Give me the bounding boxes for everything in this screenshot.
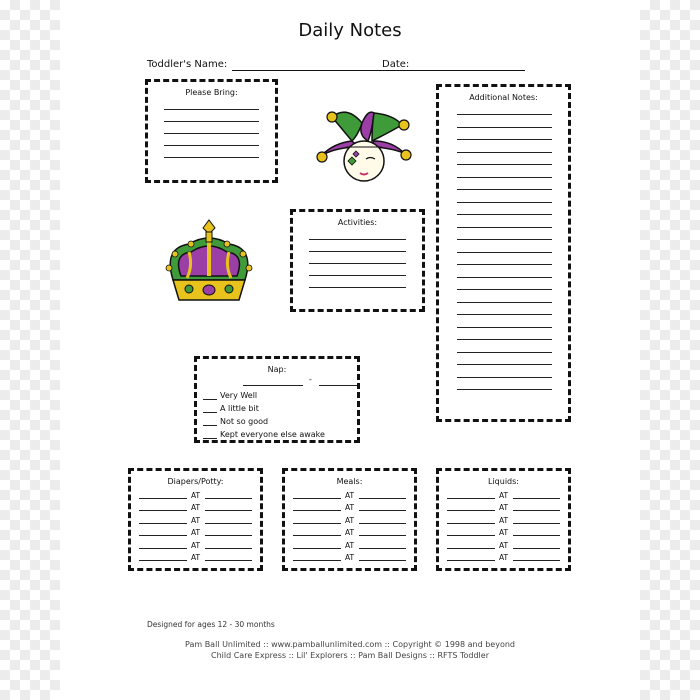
liquids-item-field[interactable] bbox=[447, 498, 495, 499]
nap-option-blank[interactable] bbox=[203, 391, 217, 400]
please-bring-line[interactable] bbox=[164, 157, 259, 158]
activities-line[interactable] bbox=[309, 287, 406, 288]
at-label: AT bbox=[191, 553, 201, 562]
meals-item-field[interactable] bbox=[293, 548, 341, 549]
meals-time-field[interactable] bbox=[359, 560, 406, 561]
nap-option-label: Very Well bbox=[220, 391, 258, 400]
meals-item-field[interactable] bbox=[293, 560, 341, 561]
additional-notes-line[interactable] bbox=[457, 389, 552, 390]
diapers-time-field[interactable] bbox=[205, 535, 252, 536]
meals-time-field[interactable] bbox=[359, 548, 406, 549]
additional-notes-line[interactable] bbox=[457, 277, 552, 278]
at-label: AT bbox=[345, 528, 355, 538]
please-bring-line[interactable] bbox=[164, 133, 259, 134]
additional-notes-line[interactable] bbox=[457, 364, 552, 365]
meals-title: Meals: bbox=[336, 477, 363, 486]
please-bring-box bbox=[145, 79, 278, 183]
nap-option-label: A little bit bbox=[220, 404, 259, 413]
meals-entry-row[interactable] bbox=[293, 514, 406, 525]
additional-notes-line[interactable] bbox=[457, 202, 552, 203]
diapers-potty-box bbox=[128, 468, 263, 571]
at-label: AT bbox=[191, 540, 201, 550]
toddler-name-label: Toddler's Name: bbox=[147, 59, 228, 70]
at-label: AT bbox=[345, 553, 355, 562]
age-note: Designed for ages 12 - 30 months bbox=[147, 620, 275, 629]
liquids-item-field[interactable] bbox=[447, 510, 495, 511]
activities-title: Activities: bbox=[337, 218, 378, 227]
jester-mask-icon bbox=[312, 95, 414, 185]
additional-notes-line[interactable] bbox=[457, 152, 552, 153]
at-label: AT bbox=[191, 528, 201, 538]
liquids-time-field[interactable] bbox=[513, 523, 560, 524]
please-bring-line[interactable] bbox=[164, 145, 259, 146]
additional-notes-line[interactable] bbox=[457, 239, 552, 240]
at-label: AT bbox=[499, 540, 509, 550]
activities-line[interactable] bbox=[309, 263, 406, 264]
nap-option-label: Not so good bbox=[220, 417, 269, 426]
additional-notes-line[interactable] bbox=[457, 302, 552, 303]
additional-notes-line[interactable] bbox=[457, 352, 552, 353]
meals-entry-row[interactable] bbox=[293, 551, 406, 562]
diapers-entry-row[interactable] bbox=[139, 526, 252, 537]
diapers-time-field[interactable] bbox=[205, 560, 252, 561]
at-label: AT bbox=[345, 515, 355, 525]
additional-notes-line[interactable] bbox=[457, 127, 552, 128]
date-label: Date: bbox=[382, 59, 410, 70]
meals-entry-row[interactable] bbox=[293, 501, 406, 512]
at-label: AT bbox=[345, 491, 355, 500]
at-label: AT bbox=[345, 503, 355, 513]
at-label: AT bbox=[499, 491, 509, 500]
daily-notes-sheet bbox=[60, 0, 640, 700]
diapers-entry-row[interactable] bbox=[139, 539, 252, 550]
meals-item-field[interactable] bbox=[293, 498, 341, 499]
diapers-time-field[interactable] bbox=[205, 510, 252, 511]
liquids-time-field[interactable] bbox=[513, 535, 560, 536]
diapers-item-field[interactable] bbox=[139, 498, 187, 499]
meals-item-field[interactable] bbox=[293, 523, 341, 524]
at-label: AT bbox=[499, 515, 509, 525]
activities-line[interactable] bbox=[309, 239, 406, 240]
nap-start-field[interactable] bbox=[243, 385, 303, 386]
additional-notes-line[interactable] bbox=[457, 339, 552, 340]
additional-notes-line[interactable] bbox=[457, 139, 552, 140]
diapers-entry-row[interactable] bbox=[139, 551, 252, 562]
at-label: AT bbox=[499, 528, 509, 538]
meals-item-field[interactable] bbox=[293, 535, 341, 536]
liquids-time-field[interactable] bbox=[513, 548, 560, 549]
meals-box bbox=[282, 468, 417, 571]
diapers-entry-row[interactable] bbox=[139, 501, 252, 512]
additional-notes-line[interactable] bbox=[457, 227, 552, 228]
nap-option[interactable] bbox=[203, 391, 257, 400]
diapers-entry-row[interactable] bbox=[139, 489, 252, 500]
liquids-time-field[interactable] bbox=[513, 560, 560, 561]
liquids-item-field[interactable] bbox=[447, 523, 495, 524]
liquids-item-field[interactable] bbox=[447, 548, 495, 549]
additional-notes-line[interactable] bbox=[457, 114, 552, 115]
diapers-entry-row[interactable] bbox=[139, 514, 252, 525]
nap-option[interactable] bbox=[203, 404, 259, 413]
activities-line[interactable] bbox=[309, 251, 406, 252]
liquids-item-field[interactable] bbox=[447, 535, 495, 536]
diapers-time-field[interactable] bbox=[205, 548, 252, 549]
meals-time-field[interactable] bbox=[359, 510, 406, 511]
nap-option[interactable] bbox=[203, 417, 268, 426]
additional-notes-line[interactable] bbox=[457, 214, 552, 215]
additional-notes-line[interactable] bbox=[457, 177, 552, 178]
activities-box bbox=[290, 209, 425, 312]
additional-notes-line[interactable] bbox=[457, 264, 552, 265]
nap-end-field[interactable] bbox=[319, 385, 357, 386]
meals-time-field[interactable] bbox=[359, 535, 406, 536]
diapers-time-field[interactable] bbox=[205, 498, 252, 499]
meals-entry-row[interactable] bbox=[293, 539, 406, 550]
diapers-item-field[interactable] bbox=[139, 510, 187, 511]
please-bring-title: Please Bring: bbox=[185, 88, 238, 97]
liquids-time-field[interactable] bbox=[513, 498, 560, 499]
activities-line[interactable] bbox=[309, 275, 406, 276]
additional-notes-box bbox=[436, 84, 571, 422]
at-label: AT bbox=[191, 503, 201, 513]
additional-notes-line[interactable] bbox=[457, 164, 552, 165]
liquids-entry-row[interactable] bbox=[447, 526, 560, 537]
liquids-entry-row[interactable] bbox=[447, 539, 560, 550]
nap-option-label: Kept everyone else awake bbox=[220, 430, 325, 439]
nap-dash: - bbox=[309, 375, 312, 384]
meals-entry-row[interactable] bbox=[293, 489, 406, 500]
nap-option-blank[interactable] bbox=[203, 404, 217, 413]
diapers-item-field[interactable] bbox=[139, 535, 187, 536]
liquids-item-field[interactable] bbox=[447, 560, 495, 561]
liquids-box bbox=[436, 468, 571, 571]
meals-item-field[interactable] bbox=[293, 510, 341, 511]
nap-option-blank[interactable] bbox=[203, 430, 217, 439]
please-bring-line[interactable] bbox=[164, 109, 259, 110]
footer-brands: Child Care Express :: Lil' Explorers :: Pam Ball Designs :: RFTS Toddler bbox=[211, 651, 489, 660]
at-label: AT bbox=[345, 540, 355, 550]
liquids-entry-row[interactable] bbox=[447, 501, 560, 512]
additional-notes-line[interactable] bbox=[457, 327, 552, 328]
meals-entry-row[interactable] bbox=[293, 526, 406, 537]
diapers-potty-title: Diapers/Potty: bbox=[167, 477, 224, 486]
liquids-time-field[interactable] bbox=[513, 510, 560, 511]
additional-notes-line[interactable] bbox=[457, 289, 552, 290]
nap-box bbox=[194, 356, 360, 443]
liquids-entry-row[interactable] bbox=[447, 489, 560, 500]
please-bring-line[interactable] bbox=[164, 121, 259, 122]
diapers-item-field[interactable] bbox=[139, 560, 187, 561]
meals-time-field[interactable] bbox=[359, 498, 406, 499]
additional-notes-line[interactable] bbox=[457, 189, 552, 190]
liquids-entry-row[interactable] bbox=[447, 514, 560, 525]
liquids-title: Liquids: bbox=[488, 477, 519, 486]
at-label: AT bbox=[191, 491, 201, 500]
footer-copyright: Pam Ball Unlimited :: www.pamballunlimited.com :: Copyright © 1998 and beyond bbox=[184, 640, 515, 649]
crown-icon bbox=[159, 218, 259, 306]
date-field[interactable] bbox=[407, 70, 525, 71]
additional-notes-title: Additional Notes: bbox=[469, 93, 538, 102]
additional-notes-line[interactable] bbox=[457, 377, 552, 378]
nap-option-blank[interactable] bbox=[203, 417, 217, 426]
diapers-item-field[interactable] bbox=[139, 523, 187, 524]
nap-title: Nap: bbox=[267, 365, 287, 374]
additional-notes-line[interactable] bbox=[457, 314, 552, 315]
diapers-item-field[interactable] bbox=[139, 548, 187, 549]
additional-notes-line[interactable] bbox=[457, 252, 552, 253]
at-label: AT bbox=[499, 503, 509, 513]
at-label: AT bbox=[499, 553, 509, 562]
meals-time-field[interactable] bbox=[359, 523, 406, 524]
page-title: Daily Notes bbox=[298, 20, 402, 41]
at-label: AT bbox=[191, 515, 201, 525]
nap-option[interactable] bbox=[203, 430, 325, 439]
liquids-entry-row[interactable] bbox=[447, 551, 560, 562]
diapers-time-field[interactable] bbox=[205, 523, 252, 524]
